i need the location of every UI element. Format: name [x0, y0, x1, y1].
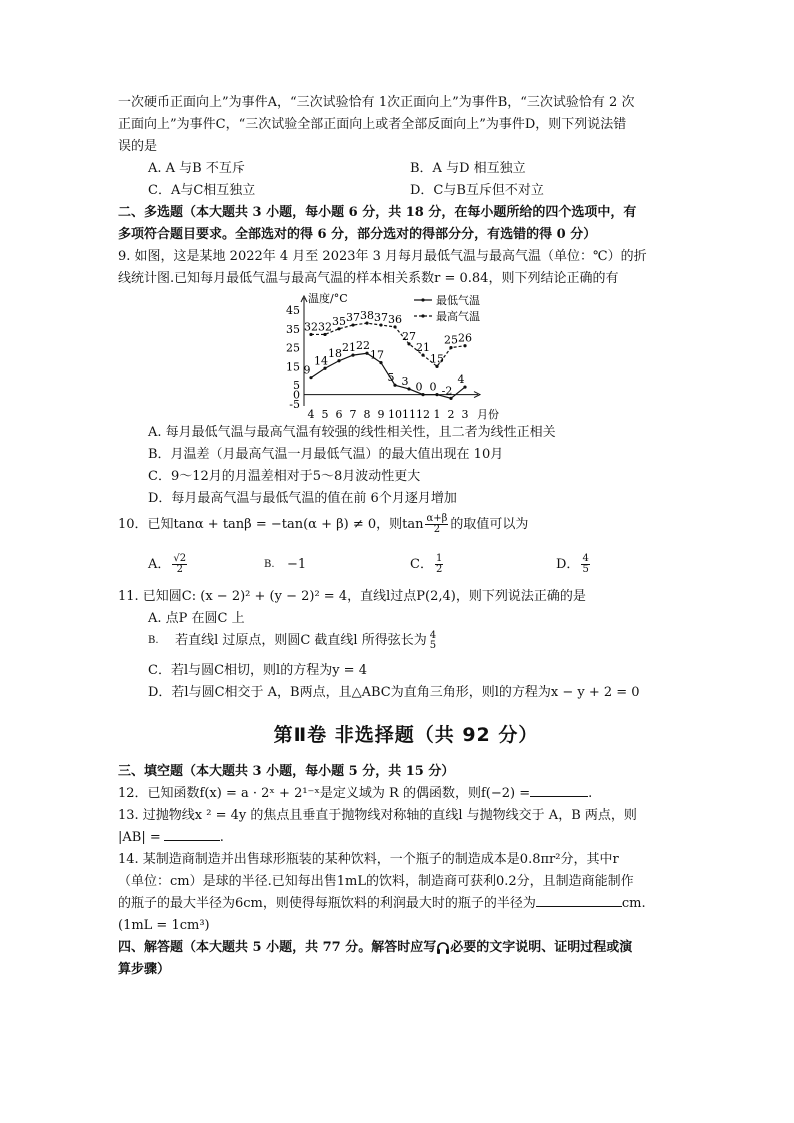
section-3-header: 三、填空题（本大题共 3 小题，每小题 5 分，共 15 分） — [118, 764, 455, 779]
q9-option-c: C．9～12月的月温差相对于5～8月波动性更大 — [148, 469, 421, 484]
q14-end: cm. — [621, 896, 646, 911]
y-tick-label: 25 — [286, 341, 300, 355]
q9-line-2: 线统计图.已知每月最低气温与最高气温的样本相关系数r = 0.84，则下列结论正确的有 — [118, 271, 619, 286]
q10-option-c-den: 2 — [435, 564, 443, 575]
q12-line — [118, 783, 694, 805]
q10-stem-fraction — [425, 514, 448, 535]
temperature-chart — [276, 292, 516, 422]
q11-option-b — [118, 630, 694, 660]
data-label: 5 — [387, 371, 395, 385]
headphone-icon — [436, 941, 450, 955]
q11-option-b-num: 4 — [429, 629, 437, 641]
q13-end: . — [219, 830, 224, 845]
q10-option-d-label: D． — [556, 557, 580, 572]
q13-line-2 — [118, 827, 694, 849]
q10-option-d-num: 4 — [582, 553, 589, 564]
q10-stem-frac-num: α+β — [426, 513, 448, 524]
section-2-line-1: 二、多选题（本大题共 3 小题，每小题 6 分，共 18 分，在每小题所给的四个选项中，有 — [118, 205, 637, 220]
data-label: 3 — [401, 374, 409, 388]
data-label: 36 — [388, 312, 402, 326]
data-label: -2 — [441, 384, 453, 398]
data-label: 32 — [318, 320, 332, 334]
x-tick-label: 1 — [433, 408, 441, 421]
q10-option-a-den: 2 — [176, 564, 183, 575]
q14-answer-blank[interactable] — [536, 894, 622, 907]
data-label: 27 — [402, 329, 416, 343]
x-axis-title: 月份 — [477, 408, 499, 421]
legend-label: 最低气温 — [436, 294, 480, 307]
q9-line-1: 9. 如图，这是某地 2022年 4 月至 2023年 3 月每月最低气温与最高气温（单位：℃）的折 — [118, 249, 647, 264]
data-label: 38 — [360, 309, 374, 323]
temperature-line-chart — [276, 292, 516, 422]
q14-line-4: (1mL = 1cm³) — [118, 918, 210, 933]
x-tick-label: 4 — [307, 408, 315, 421]
data-label: 21 — [416, 341, 430, 355]
q11-stem: 11. 已知圆C: (x − 2)² + (y − 2)² = 4，直线l过点P(2,4)，则下列说法正确的是 — [118, 589, 586, 604]
q10-option-c — [410, 554, 556, 576]
q11-option-b-text: 若直线l 过原点，则圆C 截直线l 所得弦长为 — [175, 633, 427, 648]
q8-option-c: C．A与C相互独立 — [148, 183, 256, 198]
q10-option-c-num: 1 — [435, 553, 443, 564]
y-tick-label: 5 — [293, 379, 300, 393]
y-tick-label: 45 — [286, 304, 300, 317]
x-tick-label: 8 — [363, 408, 371, 421]
q10-stem-frac-den: 2 — [433, 524, 441, 535]
q10-option-c-fraction — [435, 554, 443, 575]
data-label: 0 — [415, 380, 423, 394]
section-4-line-1 — [118, 937, 694, 959]
y-tick-label: 35 — [286, 322, 300, 336]
q8-option-d: D．C与B互斥但不对立 — [410, 183, 544, 198]
q10-stem — [118, 514, 694, 536]
data-label: 37 — [346, 311, 360, 325]
x-tick-label: 12 — [416, 408, 430, 421]
q11-option-d: D．若l与圆C相交于 A，B两点，且△ABC为直角三角形，则l的方程为x − y + 2 = 0 — [148, 685, 640, 700]
x-tick-label: 3 — [461, 408, 469, 421]
q14-text: 的瓶子的最大半径为6cm，则使得每瓶饮料的利润最大时的瓶子的半径为 — [118, 896, 536, 911]
q11-option-b-fraction — [429, 631, 437, 651]
q10-stem-text: 10．已知tanα + tanβ = −tan(α + β) ≠ 0，则tan — [118, 517, 424, 532]
q8-option-b: B．A 与D 相互独立 — [410, 161, 526, 176]
section-4-line-2: 算步骤） — [118, 962, 171, 977]
q10-option-a — [118, 554, 264, 576]
q8-line-3: 误的是 — [118, 139, 158, 154]
q14-line-3 — [118, 893, 694, 915]
data-label: 22 — [356, 339, 370, 353]
q14-line-1: 14. 某制造商制造并出售球形瓶装的某种饮料，一个瓶子的制造成本是0.8πr²分，其中r — [118, 852, 619, 867]
data-label: 32 — [304, 320, 318, 334]
q9-option-a: A. 每月最低气温与最高气温有较强的线性相关性，且二者为线性正相关 — [148, 425, 556, 440]
q10-option-a-num: √2 — [173, 553, 187, 564]
q11-option-a: A. 点P 在圆C 上 — [148, 611, 245, 626]
x-tick-label: 2 — [447, 408, 455, 421]
x-tick-label: 6 — [335, 408, 343, 421]
q13-answer-blank[interactable] — [164, 828, 220, 841]
y-axis-title: 温度/°C — [308, 292, 348, 305]
q13-line-1: 13. 过抛物线x ² = 4y 的焦点且垂直于抛物线对称轴的直线l 与抛物线交于 A，B 两点，则 — [118, 808, 637, 823]
q9-block — [118, 246, 694, 510]
q11-option-b-label: B. — [148, 635, 159, 646]
q8-option-a: A. A 与B 不互斥 — [148, 161, 245, 176]
x-tick-label: 7 — [349, 408, 357, 421]
legend-label: 最高气温 — [436, 310, 480, 323]
data-label: 14 — [314, 354, 328, 368]
x-tick-label: 11 — [402, 408, 416, 421]
y-tick-label: 0 — [293, 388, 300, 402]
part-2-title: 第Ⅱ卷 非选择题（共 92 分） — [273, 724, 539, 746]
section-4-text-b: 必要的文字说明、证明过程或演 — [450, 940, 633, 955]
q10-option-d-fraction — [581, 554, 589, 575]
q8-options-row-2 — [118, 180, 694, 202]
y-tick-label: -5 — [289, 398, 300, 411]
q8-line-1: 一次硬币正面向上”为事件A，“三次试验恰有 1次正面向上”为事件B，“三次试验恰有 2 次 — [118, 95, 635, 110]
y-tick-label: 15 — [286, 360, 300, 374]
data-label: 18 — [328, 346, 342, 360]
exam-page — [118, 92, 694, 981]
data-label: 15 — [430, 352, 444, 366]
q10-option-d-den: 5 — [582, 564, 589, 575]
q9-option-b: B．月温差（月最高气温一月最低气温）的最大值出现在 10月 — [148, 447, 504, 462]
q14-line-2: （单位：cm）是球的半径.已知每出售1mL的饮料，制造商可获利0.2分，且制造商能制作 — [118, 874, 634, 889]
q8-block — [118, 92, 694, 202]
legend-marker — [421, 314, 424, 317]
legend-marker — [421, 298, 424, 301]
q13-text: |AB| = — [118, 830, 161, 845]
x-tick-label: 10 — [388, 408, 402, 421]
q10-option-a-label: A． — [148, 557, 171, 572]
x-tick-label: 9 — [377, 408, 385, 421]
q10-option-d — [556, 554, 592, 576]
data-label: 25 — [444, 333, 458, 347]
q8-options-row-1 — [118, 158, 694, 180]
section-4-text-a: 四、解答题（本大题共 5 小题，共 77 分。解答时应写 — [118, 940, 437, 955]
q10-block — [118, 514, 694, 580]
q11-option-c: C．若l与圆C相切，则l的方程为y = 4 — [148, 663, 367, 678]
q10-option-a-fraction — [172, 554, 187, 575]
section-2-header — [118, 202, 694, 246]
q10-option-c-label: C． — [410, 557, 433, 572]
data-label: 37 — [374, 311, 388, 325]
data-label: 26 — [458, 331, 472, 345]
x-tick-label: 5 — [321, 408, 329, 421]
q8-line-2: 正面向上”为事件C，“三次试验全部正面向上或者全部反面向上”为事件D，则下列说法错 — [118, 117, 627, 132]
q10-option-b — [264, 554, 410, 576]
q11-block — [118, 586, 694, 704]
q10-option-b-value: −1 — [286, 557, 307, 572]
data-label: 35 — [332, 314, 346, 328]
q10-options — [118, 550, 694, 580]
q10-option-b-label: B. — [264, 559, 275, 570]
data-label: 4 — [457, 373, 465, 387]
q12-end: . — [588, 786, 593, 801]
data-label: 9 — [303, 363, 311, 377]
q12-text: 12．已知函数f(x) = a · 2ˣ + 2¹⁻ˣ是定义域为 R 的偶函数，则f(−2) = — [118, 786, 531, 801]
data-label: 17 — [370, 348, 384, 362]
data-label: 0 — [429, 380, 437, 394]
q12-answer-blank[interactable] — [530, 784, 588, 797]
section-2-line-2: 多项符合题目要求。全部选对的得 6 分，部分选对的得部分分，有选错的得 0 分） — [118, 227, 597, 242]
q9-option-d: D．每月最高气温与最低气温的值在前 6个月逐月增加 — [148, 491, 457, 506]
q10-stem-end: 的取值可以为 — [450, 517, 529, 532]
q11-option-b-den: 5 — [429, 639, 437, 651]
data-label: 21 — [342, 341, 356, 355]
